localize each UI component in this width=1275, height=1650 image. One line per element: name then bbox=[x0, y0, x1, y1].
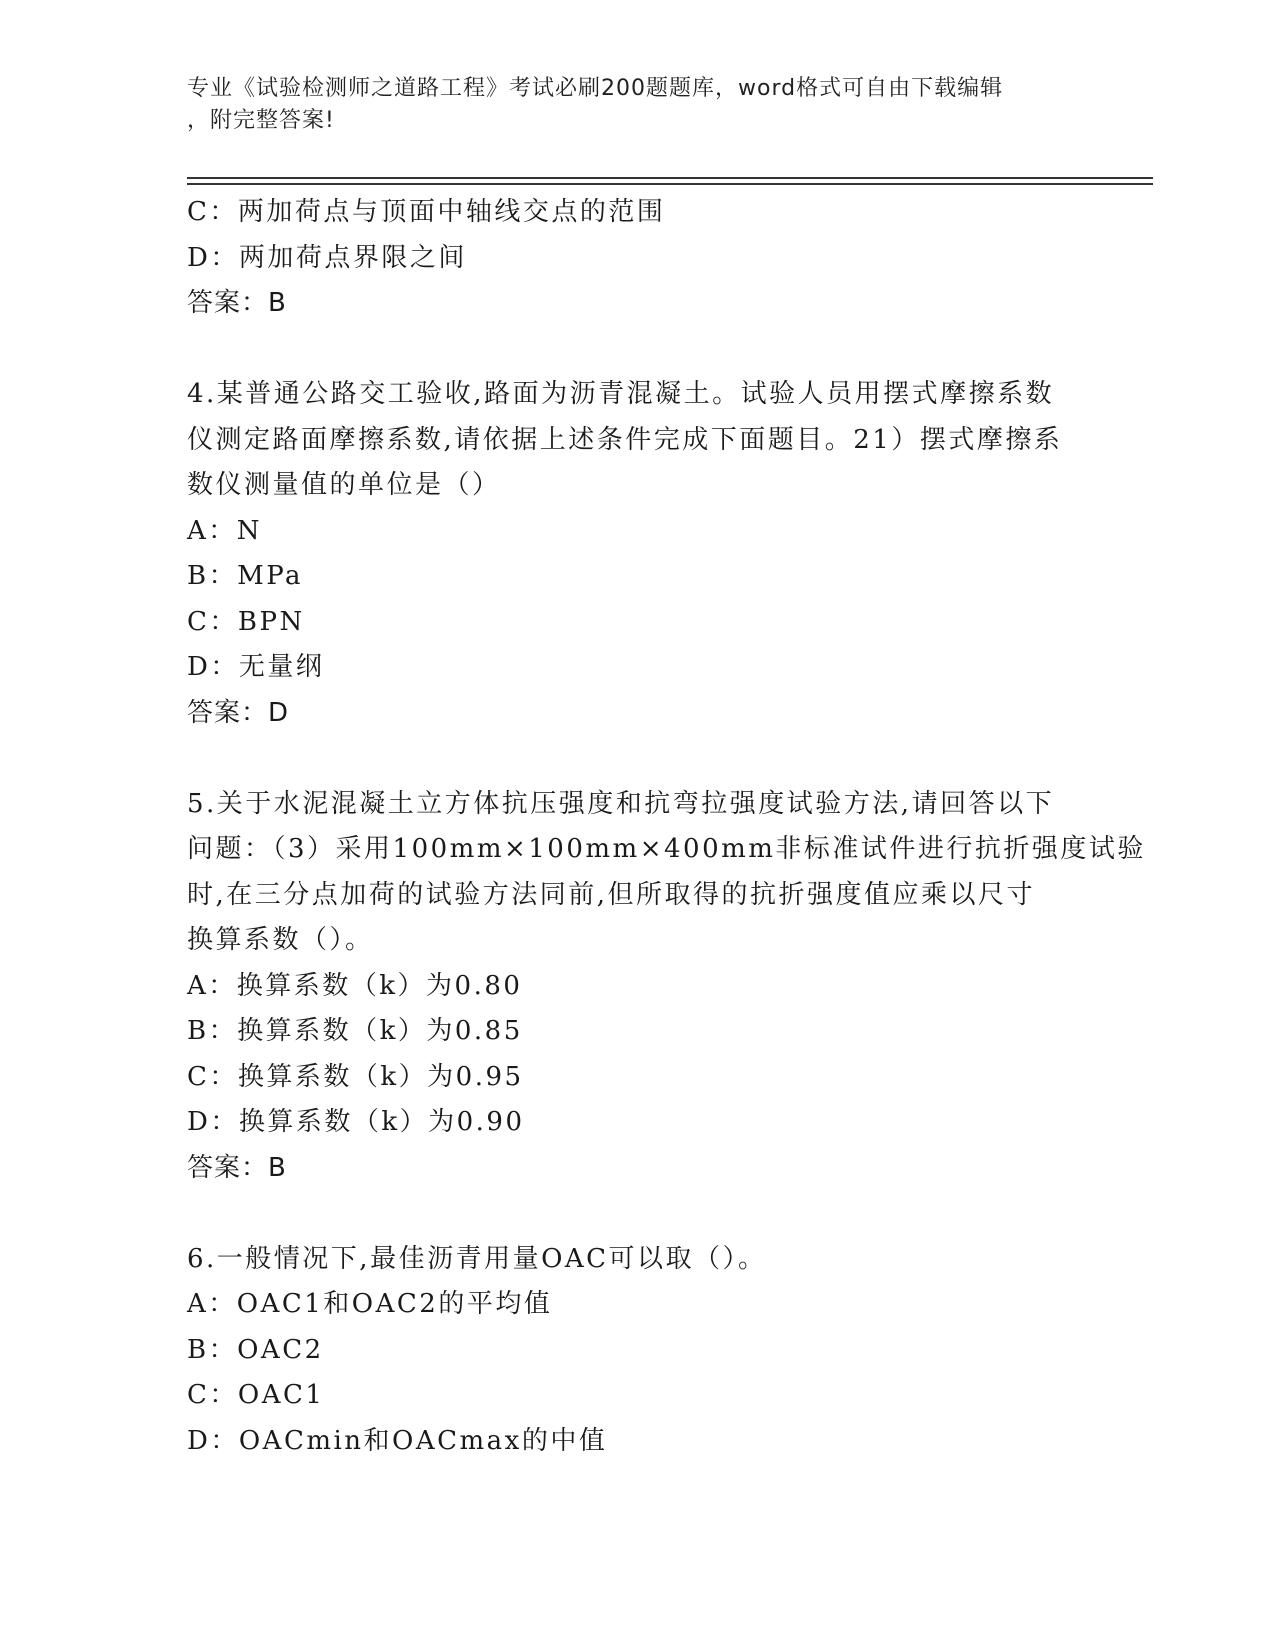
q5-option-b: B：换算系数（k）为0.85 bbox=[187, 1016, 523, 1046]
q4-option-d: D：无量纲 bbox=[187, 652, 325, 682]
q4-stem-line-3: 数仪测量值的单位是（） bbox=[187, 470, 501, 500]
q4-option-b: B：MPa bbox=[187, 561, 304, 591]
spacer bbox=[187, 1191, 1087, 1237]
question-5 bbox=[187, 782, 1146, 1192]
q4-option-c: C：BPN bbox=[187, 606, 305, 637]
q3-answer: 答案：B bbox=[187, 288, 287, 318]
q4-answer: 答案：D bbox=[187, 697, 290, 728]
q5-option-a: A：换算系数（k）为0.80 bbox=[187, 970, 523, 1001]
question-6 bbox=[187, 1237, 1087, 1465]
q5-stem-line-3: 时,在三分点加荷的试验方法同前,但所取得的抗折强度值应乘以尺寸 bbox=[187, 879, 1036, 910]
q6-option-a: A：OAC1和OAC2的平均值 bbox=[187, 1289, 553, 1319]
q6-option-d: D：OACmin和OACmax的中值 bbox=[187, 1425, 608, 1456]
q6-option-c: C：OAC1 bbox=[187, 1380, 325, 1410]
header-divider-top bbox=[187, 177, 1153, 179]
question-content bbox=[187, 190, 1146, 1464]
question-3-tail bbox=[187, 190, 1087, 327]
q4-stem-line-1: 4.某普通公路交工验收,路面为沥青混凝土。试验人员用摆式摩擦系数 bbox=[187, 379, 1055, 409]
q5-answer: 答案：B bbox=[187, 1152, 287, 1183]
q5-stem-line-2: 问题：（3）采用100mm×100mm×400mm非标准试件进行抗折强度试验 bbox=[187, 834, 1146, 864]
q3-option-c: C：两加荷点与顶面中轴线交点的范围 bbox=[187, 197, 666, 227]
document-header bbox=[187, 73, 1067, 137]
spacer bbox=[187, 736, 1087, 782]
q5-option-d: D：换算系数（k）为0.90 bbox=[187, 1107, 525, 1137]
q4-stem-line-2: 仪测定路面摩擦系数,请依据上述条件完成下面题目。21）摆式摩擦系 bbox=[187, 424, 1063, 455]
header-title-line-1: 专业《试验检测师之道路工程》考试必刷200题题库，word格式可自由下载编辑 bbox=[187, 76, 1004, 101]
q3-option-d: D：两加荷点界限之间 bbox=[187, 242, 467, 273]
question-4 bbox=[187, 372, 1087, 736]
q5-option-c: C：换算系数（k）为0.95 bbox=[187, 1061, 524, 1092]
header-title-line-2: ，附完整答案! bbox=[187, 108, 335, 133]
q4-option-a: A：N bbox=[187, 515, 263, 546]
spacer bbox=[187, 327, 1087, 373]
q5-stem-line-4: 换算系数（）。 bbox=[187, 925, 374, 955]
q6-option-b: B：OAC2 bbox=[187, 1334, 324, 1365]
q5-stem-line-1: 5.关于水泥混凝土立方体抗压强度和抗弯拉强度试验方法,请回答以下 bbox=[187, 788, 1055, 819]
q6-stem: 6.一般情况下,最佳沥青用量OAC可以取（）。 bbox=[187, 1243, 767, 1274]
header-divider-bottom bbox=[187, 183, 1153, 185]
